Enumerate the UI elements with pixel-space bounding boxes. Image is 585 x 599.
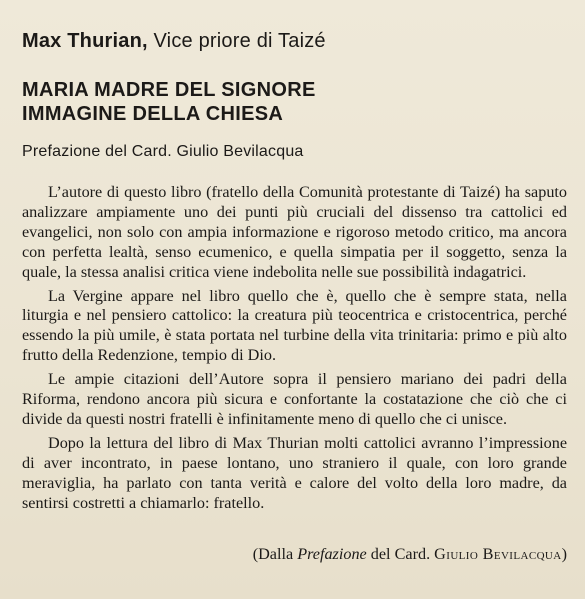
paragraph: Dopo la lettura del libro di Max Thurian molti cattolici avranno l’impressione di aver incontrato, in paese lontano, uno straniero il quale, con loro grande meraviglia, ha parlato con tanta verità e calore del volto della loro madre, da sentirsi costretti a chiamarlo: fratello. [22,433,567,512]
citation-close: ) [561,545,567,563]
citation-middle: del Card. [366,545,435,563]
citation-name: Giulio Bevilacqua [434,545,562,563]
citation [253,545,567,564]
paragraph: L’autore di questo libro (fratello della Comunità protestante di Taizé) ha saputo analizzare ampiamente uno dei punti più cruciali del dissenso tra cattolici ed evangelici, non solo con ampia informazione e rigoroso metodo critico, ma ancora con perfetta lealtà, senso ecumenico, e quella simpatia per il soggetto, senza la quale, la stessa analisi critica viene indebolita nelle sue possibilità indagatrici. [22,183,567,281]
title-line-1: MARIA MADRE DEL SIGNORE [22,79,316,101]
author-role: Vice priore di Taizé [147,30,326,52]
preface-line: Prefazione del Card. Giulio Bevilacqua [22,143,304,160]
body-text [22,183,567,518]
citation-open: (Dalla [252,545,298,563]
book-title [22,78,316,126]
title-line-2: IMMAGINE DELLA CHIESA [22,103,284,125]
citation-italic: Prefazione [297,545,367,563]
paragraph: Le ampie citazioni dell’Autore sopra il pensiero mariano dei padri della Riforma, rendono ancora più sicura e confortante la costatazione che ciò che ci divide da questi nostri fratelli è infinitamente meno di quello che ci unisce. [22,370,567,428]
author-name: Max Thurian, [22,30,148,52]
paragraph: La Vergine appare nel libro quello che è, quello che è sempre stata, nella liturgia e nel pensiero cattolico: la creatura più teocentrica e cristocentrica, perché essendo la più umile, è stata portata nel turbine della vita trinitaria: primo e più alto frutto della Redenzione, tempio di Dio. [22,286,567,365]
author-line [22,30,326,53]
